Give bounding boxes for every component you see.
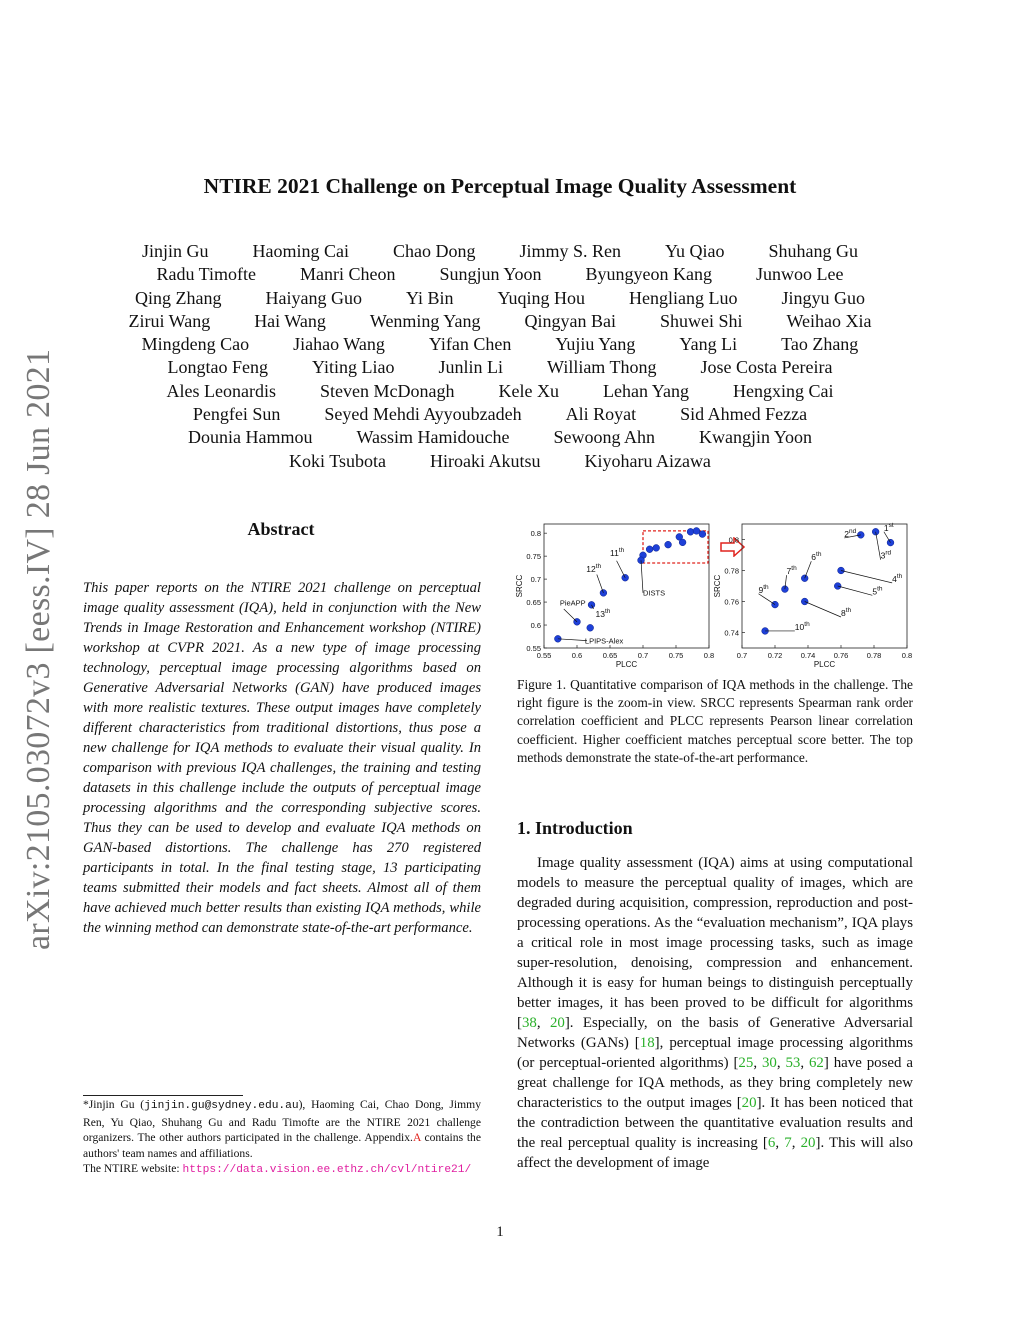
author-name: Jingyu Guo <box>781 287 865 308</box>
author-name: Yang Li <box>679 334 738 355</box>
author-row <box>60 333 940 356</box>
x-axis-label: PLCC <box>813 660 836 669</box>
data-point <box>687 528 694 535</box>
footnote <box>83 1097 481 1179</box>
introduction-body: Image quality assessment (IQA) aims at using computational models to measure the perceptual quality of images, which are degraded during acquisition, compression, reproduction and post-processing operations. As the “evaluation mechanism”, IQA plays a critical role in most image processing tasks, such as image super-resolution, denoising, compression and enhancement. Although it is easy for human beings to distinguish perceptually better images, it has been proved to be difficult for algorithms [38, 20]. Especially, on the basis of Generative Adversarial Networks (GANs) [18], perceptual image processing algorithms (or perceptual-oriented algorithms) [25, 30, 53, 62] have posed a great challenge for IQA methods, as they bring completely new characteristics to the output images [20]. It has been noticed that the contradiction between the quantitative evaluation results and the real perceptual quality is increasing [6, 7, 20]. This will also affect the development of image <box>517 855 913 1171</box>
y-tick-label: 0.8 <box>728 535 739 545</box>
x-tick-label: 0.72 <box>767 651 783 660</box>
author-name: Kiyoharu Aizawa <box>584 450 711 471</box>
citation-link[interactable]: 18 <box>639 1035 655 1051</box>
data-point <box>693 527 700 534</box>
intro-text: ]. It has been noticed that the contradiction between the quantitative evaluation results and the real perceptual quality is increasing [ <box>517 1095 913 1151</box>
data-point <box>857 531 864 538</box>
author-name: Weihao Xia <box>786 310 872 331</box>
author-name: Lehan Yang <box>602 380 689 401</box>
footnote-rule <box>83 1095 243 1096</box>
appendix-link[interactable]: A <box>412 1131 421 1145</box>
y-tick-label: 0.55 <box>526 644 541 653</box>
paper-title: NTIRE 2021 Challenge on Perceptual Image Quality Assessment <box>203 174 797 198</box>
rank-label: 2nd <box>844 527 857 539</box>
section-heading-introduction: 1. Introduction <box>517 818 633 838</box>
intro-text: ]. Especially, on the basis of Generative Adversarial Networks (GANs) [ <box>517 1015 913 1051</box>
y-tick-label: 0.75 <box>526 552 541 562</box>
x-tick-label: 0.76 <box>833 651 849 660</box>
x-tick-label: 0.8 <box>901 651 913 660</box>
x-tick-label: 0.65 <box>602 651 618 660</box>
author-name: Hiroaki Akutsu <box>429 450 541 471</box>
author-row <box>60 450 940 473</box>
author-name: Zirui Wang <box>128 310 211 331</box>
page-number: 1 <box>496 1224 504 1240</box>
footnote-text: ), Haoming Cai, Chao Dong, Jimmy Ren, Yu Qiao, Shuhang Gu and Radu Timofte are the NTIRE 2021 challenge organizers. The other authors participated in the challenge. Appendix. <box>83 1098 481 1145</box>
author-name: Manri Cheon <box>300 264 396 285</box>
footnote-email[interactable]: jinjin.gu@sydney.edu.au <box>144 1100 299 1112</box>
data-point <box>665 541 672 548</box>
figure-left-chart <box>512 518 722 674</box>
author-name: Yu Qiao <box>665 241 725 261</box>
annotation-line <box>884 532 891 543</box>
x-tick-label: 0.7 <box>637 651 649 660</box>
author-row <box>60 403 940 426</box>
abstract-heading: Abstract <box>247 519 315 539</box>
label-13th: 13th <box>595 607 611 619</box>
author-name: Yi Bin <box>405 287 454 308</box>
data-point <box>834 583 841 590</box>
website-label: The NTIRE website: <box>83 1162 183 1176</box>
y-tick-label: 0.78 <box>724 566 739 576</box>
author-name: Wenming Yang <box>369 310 481 331</box>
footnote-text-2: contains the authors' team names and affiliations. <box>83 1131 481 1160</box>
author-name: Junlin Li <box>438 357 504 378</box>
rank-label: 7th <box>786 565 797 577</box>
label-lpips-alex: LPIPS-Alex <box>584 636 624 646</box>
author-name: Sewoong Ahn <box>553 427 655 448</box>
data-point <box>588 601 595 608</box>
author-name: Tao Zhang <box>781 334 859 355</box>
y-tick-label: 0.65 <box>526 598 541 608</box>
author-name: Qing Zhang <box>135 287 222 308</box>
footnote-marker: *Jinjin Gu ( <box>83 1098 145 1111</box>
data-point <box>600 589 607 596</box>
intro-text: ], perceptual image processing algorithms (or perceptual-oriented algorithms) [ <box>517 1035 913 1071</box>
author-name: Haiyang Guo <box>265 287 362 308</box>
author-name: Haoming Cai <box>252 241 349 261</box>
author-name: Koki Tsubota <box>289 450 386 471</box>
data-point <box>699 531 706 538</box>
label-11th: 11th <box>610 547 625 559</box>
x-tick-label: 0.78 <box>866 651 882 660</box>
annotation-line <box>841 571 892 583</box>
abstract-body: This paper reports on the NTIRE 2021 challenge on perceptual image quality assessment (IQA), held in conjunction with the New Trends in Image Restoration and Enhancement workshop (NTIRE) workshop at CVPR 2021. As a new type of image processing technology, perceptual image processing algorithms based on Generative Adversarial Networks (GAN) have produced images with more realistic textures. These output images have completely different characteristics from traditional distortions, thus pose a new challenge for IQA methods to evaluate their visual quality. In comparison with previous IQA challenges, the training and testing datasets in this challenge include the outputs of perceptual image processing algorithms and the corresponding subjective scores. Thus they can be used to develop and evaluate IQA methods on GAN-based distortions. The challenge has 270 registered participants in total. In the final testing stage, 13 participating teams submitted their models and fact sheets. Almost all of them have achieved much better results than existing IQA methods, while the winning method can demonstrate state-of-the-art performance. <box>83 580 481 936</box>
author-row <box>60 380 940 403</box>
author-name: Mingdeng Cao <box>141 334 250 355</box>
author-name: Jiahao Wang <box>293 334 385 355</box>
author-name: Chao Dong <box>393 241 476 261</box>
data-point <box>679 539 686 546</box>
author-name: Seyed Mehdi Ayyoubzadeh <box>324 404 522 425</box>
author-name: Wassim Hamidouche <box>356 427 510 448</box>
x-tick-label: 0.7 <box>736 651 748 660</box>
data-point <box>801 575 808 582</box>
annotation-line <box>597 575 604 593</box>
citation-link[interactable]: 6 <box>767 1135 776 1151</box>
author-name: Jose Costa Pereira <box>700 357 833 378</box>
y-tick-label: 0.76 <box>724 597 739 607</box>
citation-link[interactable]: 20 <box>741 1095 757 1111</box>
y-tick-label: 0.6 <box>530 621 541 631</box>
author-row <box>60 263 940 286</box>
author-row <box>60 426 940 449</box>
rank-label: 4th <box>892 572 903 584</box>
x-tick-label: 0.8 <box>703 651 715 660</box>
arxiv-identifier: arXiv:2105.03072v3 [eess.IV] 28 Jun 2021 <box>20 348 57 950</box>
annotation-line <box>617 561 626 578</box>
author-name: Ali Royat <box>565 404 637 425</box>
data-point <box>801 598 808 605</box>
intro-text: ] have posed a great challenge for IQA methods, as they bring completely new characteristics to the output images [ <box>517 1055 913 1111</box>
y-axis-label: SRCC <box>713 574 722 598</box>
figure-caption: Figure 1. Quantitative comparison of IQA methods in the challenge. The right figure is the zoom-in view. SRCC represents Spearman rank order correlation coefficient and PLCC represents Pearson linear correlation coefficient. Higher coefficient matches perceptual score better. The top methods demonstrate the state-of-the-art performance. <box>517 677 913 765</box>
data-point <box>653 544 660 551</box>
author-name: Kele Xu <box>498 380 559 401</box>
rank-label: 5th <box>872 585 883 597</box>
author-name: Longtao Feng <box>167 357 269 378</box>
author-name: Yuqing Hou <box>497 287 585 308</box>
data-point <box>646 546 653 553</box>
author-row <box>60 240 940 263</box>
author-name: Yifan Chen <box>428 334 512 355</box>
rank-label: 6th <box>811 551 822 563</box>
rank-label: 9th <box>758 583 769 595</box>
annotation-line <box>805 602 841 618</box>
y-tick-label: 0.8 <box>530 529 541 539</box>
citation-link[interactable]: 38 <box>521 1015 537 1031</box>
rank-label: 3rd <box>880 549 892 561</box>
author-name: Radu Timofte <box>156 264 257 285</box>
author-name: William Thong <box>547 357 657 378</box>
author-list <box>60 240 940 473</box>
rank-label: 1st <box>883 521 894 533</box>
citation-link[interactable]: 30 <box>761 1055 777 1071</box>
author-name: Byungyeon Kang <box>585 264 713 285</box>
citation-link[interactable]: 7 <box>784 1135 792 1151</box>
y-axis-label: SRCC <box>515 574 524 598</box>
annotation-line <box>838 586 873 595</box>
author-name: Qingyan Bai <box>524 310 616 331</box>
x-tick-label: 0.74 <box>800 651 816 660</box>
author-name: Junwoo Lee <box>756 264 844 285</box>
author-name: Pengfei Sun <box>192 404 281 425</box>
data-point <box>587 624 594 631</box>
intro-text: ]. This will also affect the development of image <box>517 1135 913 1171</box>
x-tick-label: 0.75 <box>668 651 684 660</box>
annotation-line <box>805 561 812 578</box>
label-dists: DISTS <box>643 588 666 598</box>
x-axis-label: PLCC <box>615 660 638 669</box>
author-row <box>60 310 940 333</box>
rank-label: 10th <box>794 620 810 632</box>
author-name: Shuwei Shi <box>659 310 743 331</box>
citation-link[interactable]: 20 <box>800 1135 816 1151</box>
y-tick-label: 0.74 <box>724 628 739 638</box>
citation-link[interactable]: 53 <box>785 1055 801 1071</box>
author-name: Shuhang Gu <box>768 241 859 261</box>
rank-label: 8th <box>841 607 852 618</box>
label-12th: 12th <box>586 563 602 575</box>
intro-text: Image quality assessment (IQA) aims at using computational models to measure the perceptual quality of images, which are degraded during acquisition, compression, reproduction and post-processing operations. As the “evaluation mechanism”, IQA plays a critical role in most image processing tasks, such as image super-resolution, denoising, compression and enhancement. Although it is easy for human beings to distinguish perceptually better images, it has been proved to be difficult for algorithms [ <box>517 855 913 1031</box>
citation-link[interactable]: 62 <box>808 1055 824 1071</box>
x-tick-label: 0.55 <box>536 651 552 660</box>
author-name: Jinjin Gu <box>141 241 209 261</box>
author-name: Jimmy S. Ren <box>519 241 622 261</box>
author-name: Hengxing Cai <box>732 380 834 401</box>
arxiv-sidebar <box>20 348 57 951</box>
citation-link[interactable]: 25 <box>738 1055 754 1071</box>
citation-link[interactable]: 20 <box>549 1015 565 1031</box>
figure-right-chart <box>712 518 918 674</box>
author-row <box>60 287 940 310</box>
author-name: Yujiu Yang <box>555 334 636 355</box>
author-name: Sungjun Yoon <box>439 264 542 285</box>
y-tick-label: 0.7 <box>530 575 541 585</box>
annotation-line <box>759 594 776 605</box>
author-name: Ales Leonardis <box>166 380 276 401</box>
annotation-line <box>564 609 577 622</box>
author-row <box>60 356 940 379</box>
author-name: Hengliang Luo <box>629 287 738 308</box>
x-tick-label: 0.6 <box>571 651 583 660</box>
label-pieapp: PieAPP <box>559 598 586 608</box>
annotation-line <box>558 639 587 641</box>
author-name: Yiting Liao <box>312 357 395 378</box>
author-name: Hai Wang <box>254 310 326 331</box>
website-link[interactable]: https://data.vision.ee.ethz.ch/cvl/ntire21/ <box>182 1164 472 1177</box>
author-name: Steven McDonagh <box>320 380 455 401</box>
author-name: Sid Ahmed Fezza <box>680 404 808 425</box>
author-name: Dounia Hammou <box>187 427 313 448</box>
author-name: Kwangjin Yoon <box>699 427 813 448</box>
